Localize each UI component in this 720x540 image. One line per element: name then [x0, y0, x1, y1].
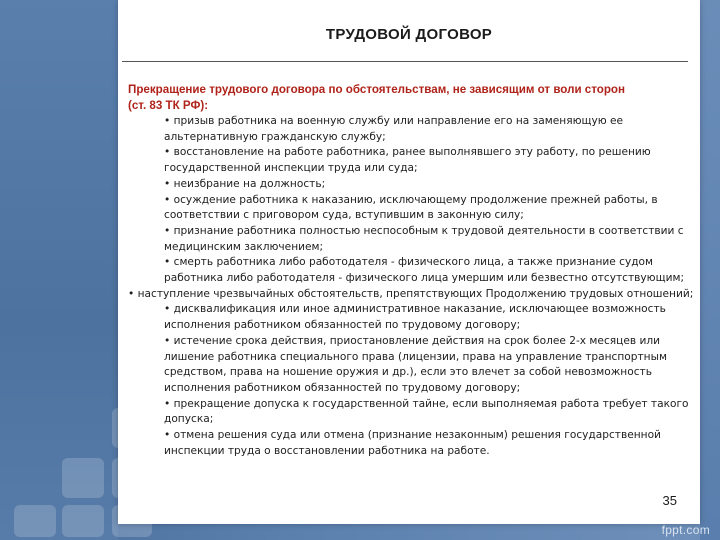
slide-title: ТРУДОВОЙ ДОГОВОР [325, 26, 493, 43]
slide-page [118, 0, 700, 524]
title-divider [122, 61, 688, 62]
decor-tile [14, 505, 56, 537]
bullet-item: • отмена решения суда или отмена (признание незаконным) решения государственной инспекции труда о восстановлении работника на работе. [164, 429, 661, 457]
bullet-item: • признание работника полностью неспособным к трудовой деятельности в соответствии с медицинским заключением; [164, 224, 684, 253]
bullet-item: • прекращение допуска к государственной тайне, если выполняемая работа требует такого допуска; [164, 397, 689, 426]
bullet-item: • восстановление на работе работника, ранее выполнявшего эту работу, по решению государственной инспекции труда или суда; [164, 146, 651, 175]
bullet-item: • смерть работника либо работодателя - физического лица, а также признание судом работника либо работодателя - физического лица умершим или безвестно отсутствующим; [164, 256, 685, 285]
bullet-list [128, 114, 694, 459]
section-heading-line1: Прекращение трудового договора по обстоятельствам, не зависящим от воли сторон [128, 83, 626, 96]
bullet-item: • истечение срока действия, приостановление действия на срок более 2-х месяцев или лишение работника специального права (лицензии, права на управление транспортным средством, права на ношение оружия и др.), если это влечет за собой невозможность исполнения работником обязанностей по трудовому договору; [164, 334, 667, 394]
bullet-item: • неизбрание на должность; [164, 177, 326, 190]
bullet-item: • призыв работника на военную службу или направление его на заменяющую ее альтернативную гражданскую службу; [164, 115, 624, 143]
bullet-item: • наступление чрезвычайных обстоятельств, препятствующих Продолжению трудовых отношений; [128, 287, 694, 300]
right-background-panel [700, 0, 720, 540]
section-heading [128, 82, 694, 114]
bullet-item: • осуждение работника к наказанию, исключающему продолжение прежней работы, в соответствии с приговором суда, вступившим в законную силу; [164, 193, 658, 222]
slide-content [128, 82, 694, 459]
decor-tile [62, 505, 104, 537]
section-heading-line2: (ст. 83 ТК РФ): [128, 99, 209, 112]
decor-tile [62, 458, 104, 498]
bullet-item: • дисквалификация или иное административное наказание, исключающее возможность исполнения работником обязанностей по трудовому договору; [164, 303, 666, 332]
page-number: 35 [662, 493, 677, 508]
brand-watermark: fppt.com [661, 523, 710, 537]
